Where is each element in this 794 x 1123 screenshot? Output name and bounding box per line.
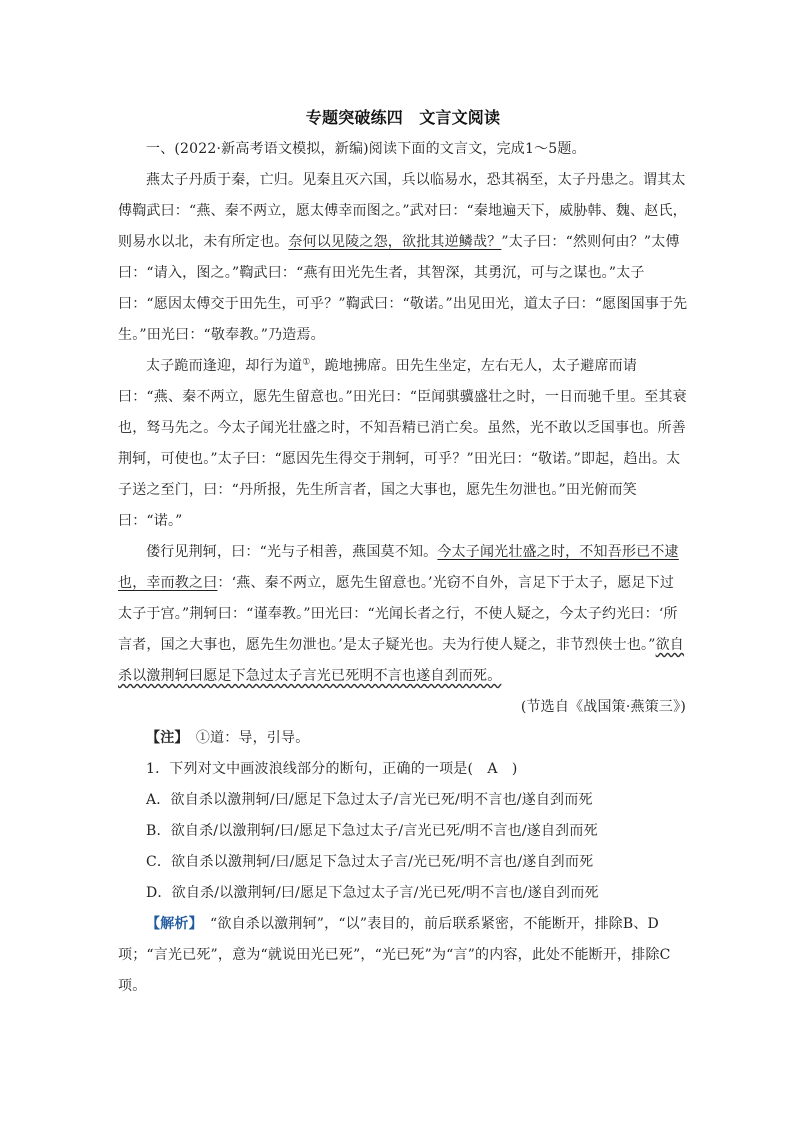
passage-text: 偻行见荆轲，曰：“光与子相善，燕国莫不知。 <box>146 544 438 560</box>
footnote-marker: ① <box>302 357 311 368</box>
analysis-text: “欲自杀以激荆轲”，“以”表目的，前后联系紧密，不能断开，排除B、D项；“言光已死”，意为“就说田光已死”，“光已死”为“言”的内容，此处不能断开，排除C项。 <box>118 916 671 994</box>
underlined-sentence: 奈何以见陵之怨，欲批其逆鳞哉？ <box>288 234 502 250</box>
passage-paragraph-3 <box>118 537 688 692</box>
option-d: D．欲自杀/以激荆轲/曰/愿足下急过太子言/光已死/明不言也/遂自刭而死 <box>146 885 599 901</box>
option-b: B．欲自杀/以激荆轲/曰/愿足下急过太子/言光已死/明不言也/遂自刭而死 <box>146 823 598 839</box>
page-title: 专题突破练四 文言文阅读 <box>305 108 501 127</box>
passage-paragraph-2 <box>118 351 688 537</box>
option-c: C．欲自杀以激荆轲/曰/愿足下急过太子言/光已死/明不言也/遂自刭而死 <box>146 854 594 870</box>
analysis-label: 【解析】 <box>146 916 196 932</box>
note-text: ①道：导，引导。 <box>195 730 310 746</box>
passage-paragraph-1 <box>118 165 688 351</box>
passage-text: ：‘燕、秦不两立，愿先生留意也。’光窃不自外，言足下于太子，愿足下过太子于宫。”荆轲曰：“谨奉教。”田光曰：“光闻长者之行，不使人疑之，今太子约光曰：‘所言者，国之大事也，愿先生勿泄也。’是太子疑光也。夫为行使人疑之，非节烈侠士也。” <box>118 575 678 653</box>
passage-text: ，跪地拂席。田先生坐定，左右无人，太子避席而请曰：“燕、秦不两立，愿先生留意也。”田光曰：“臣闻骐骥盛壮之时，一日而驰千里。至其衰也，驽马先之。今太子闻光壮盛之时，不知吾精已消亡矣。虽然，光不敢以乏国事也。所善荆轲，可使也。”太子曰：“愿因先生得交于荆轲，可乎？”田光曰：“敬诺。”即起，趋出。太子送之至门，曰：“丹所报，先生所言者，国之大事也，愿先生勿泄也。”田光俯而笑曰：“诺。” <box>118 358 687 529</box>
underlined-sentence: 今太子闻光壮盛之时，不知吾形已不逮也，幸而教之曰 <box>118 544 679 591</box>
section-intro: 一、(2022·新高考语文模拟，新编)阅读下面的文言文，完成1～5题。 <box>146 141 586 157</box>
wavy-underlined-sentence: 欲自杀以激荆轲曰愿足下急过太子言光已死明不言也遂自刭而死。 <box>118 637 685 684</box>
source-citation: (节选自《战国策·燕策三》) <box>520 699 686 715</box>
document-content <box>118 104 688 1002</box>
passage-text: 燕太子丹质于秦，亡归。见秦且灭六国，兵以临易水，恐其祸至，太子丹患之。谓其太傅鞫武曰：“燕、秦不两立，愿太傅幸而图之。”武对曰：“秦地遍天下，威胁韩、魏、赵氏，则易水以北，未有所定也。 <box>118 172 687 250</box>
footnote <box>118 723 688 754</box>
passage-text: ”太子曰：“然则何由？”太傅曰：“请入，图之。”鞫武曰：“燕有田光先生者，其智深，其勇沉，可与之谋也。”太子曰：“愿因太傅交于田先生，可乎？”鞫武曰：“敬诺。”出见田光，道太子曰：“愿图国事于先生。”田光曰：“敬奉教。”乃造焉。 <box>118 234 688 343</box>
question-1-stem: 1．下列对文中画波浪线部分的断句，正确的一项是( A ) <box>146 761 518 777</box>
option-a: A．欲自杀以激荆轲/曰/愿足下急过太子/言光已死/明不言也/遂自刭而死 <box>146 792 593 808</box>
analysis <box>118 909 688 1002</box>
passage-text: 太子跪而逢迎，却行为道 <box>146 358 303 374</box>
note-label: 【注】 <box>146 730 182 746</box>
